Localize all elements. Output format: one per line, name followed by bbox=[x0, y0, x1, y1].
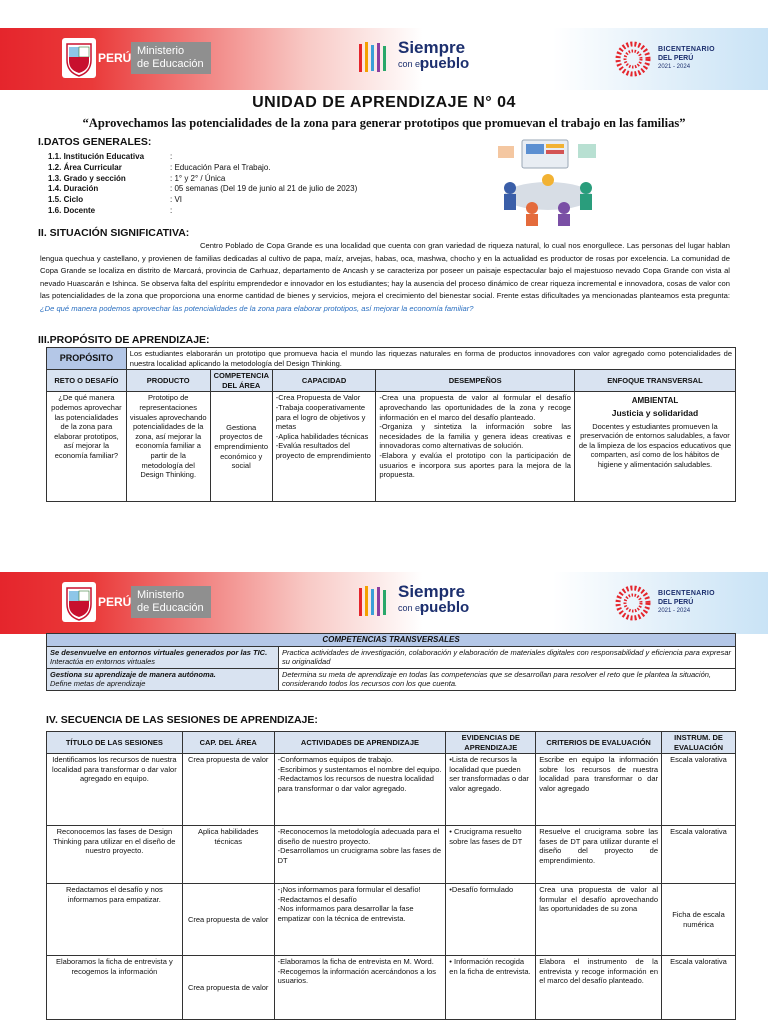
datos-value: : Educación Para el Trabajo. bbox=[170, 162, 271, 172]
ministry-line2: de Educación bbox=[137, 58, 204, 70]
capacidad-item: -Trabaja cooperativamente para el logro de objetivos y metas bbox=[275, 402, 366, 432]
competencia-sub: Define metas de aprendizaje bbox=[50, 679, 146, 689]
proposito-body-row bbox=[47, 392, 736, 502]
competencias-heading: COMPETENCIAS TRANSVERSALES bbox=[47, 634, 736, 647]
session-cap-cell: Crea propuesta de valor bbox=[182, 884, 274, 956]
competencia-title: Se desenvuelve en entornos virtuales generados por las TIC. bbox=[50, 647, 268, 657]
proposito-header: PRODUCTO bbox=[126, 370, 210, 392]
producto-cell: Prototipo de representaciones visuales aprovechando potencialidades de la zona, así mejorar la economía familiar a partir de la metodología del Design Thinking. bbox=[126, 392, 210, 502]
bicent-line3: 2021 - 2024 bbox=[658, 64, 691, 70]
bicentenario-logo bbox=[612, 38, 762, 80]
datos-label: 1.4. Duración bbox=[48, 184, 99, 194]
session-row bbox=[47, 956, 736, 1020]
proposito-heading: III.PROPÓSITO DE APRENDIZAJE: bbox=[38, 334, 210, 346]
capacidad-cell bbox=[272, 392, 376, 502]
capacidad-item: -Evalúa resultados del proyecto de emprendimiento bbox=[275, 441, 371, 460]
proposito-header: CAPACIDAD bbox=[272, 370, 376, 392]
proposito-header: ENFOQUE TRANSVERSAL bbox=[574, 370, 735, 392]
secuencia-header: ACTIVIDADES DE APRENDIZAJE bbox=[274, 732, 446, 754]
peru-coat-of-arms-icon bbox=[62, 38, 96, 78]
session-title-cell: Reconocemos las fases de Design Thinking para utilizar en el diseño de nuestro proyecto. bbox=[47, 826, 183, 884]
session-activities-cell bbox=[274, 754, 446, 826]
activity-item: -Elaboramos la ficha de entrevista en M. Word. bbox=[277, 957, 434, 967]
competencia-cell: Gestiona proyectos de emprendimiento económico y social bbox=[210, 392, 272, 502]
capacidad-item: -Crea Propuesta de Valor bbox=[275, 393, 361, 403]
datos-value: : 1° y 2° / Única bbox=[170, 173, 226, 183]
activity-item: -Redactamos el desafío bbox=[277, 894, 357, 904]
session-cap-cell: Aplica habilidades técnicas bbox=[182, 826, 274, 884]
desempeno-item: -Organiza y sintetiza la información sobre las necesidades de la familia y genera ideas creativas e innovadoras como alternativas de solución. bbox=[379, 422, 571, 451]
ministry-label bbox=[131, 586, 211, 618]
secuencia-header: CAP. DEL ÁREA bbox=[182, 732, 274, 754]
page-title: UNIDAD DE APRENDIZAJE N° 04 bbox=[252, 94, 516, 111]
datos-label: 1.5. Ciclo bbox=[48, 195, 84, 205]
session-row bbox=[47, 754, 736, 826]
secuencia-header: EVIDENCIAS DE APRENDIZAJE bbox=[446, 732, 536, 754]
con-el-text: con el bbox=[398, 603, 423, 613]
bicent-line3: 2021 - 2024 bbox=[658, 608, 691, 614]
siempre-stripes-icon bbox=[356, 40, 392, 76]
competencia-text: Practica actividades de investigación, colaboración y elaboración de materiales digitales con responsabilidad y eficiencia para expresar su originalidad bbox=[279, 646, 736, 668]
session-instrument-cell: Escala valorativa bbox=[662, 826, 736, 884]
competencia-sub: Interactúa en entornos virtuales bbox=[50, 657, 156, 667]
enfoque-cell bbox=[574, 392, 735, 502]
session-evidence-cell: •Lista de recursos la localidad que pueden ser transformadas o dar valor agregado. bbox=[446, 754, 536, 826]
session-title-cell: Elaboramos la ficha de entrevista y recogemos la información bbox=[47, 956, 183, 1020]
session-criteria-cell: Escribe en equipo la información sobre los recursos de nuestra localidad para transformar o dar valor agregado bbox=[536, 754, 662, 826]
session-instrument-cell: Ficha de escala numérica bbox=[662, 884, 736, 956]
competencia-row bbox=[47, 646, 736, 668]
session-instrument-cell: Escala valorativa bbox=[662, 754, 736, 826]
competencia-text: Determina su meta de aprendizaje en todas las competencias que se desarrollan para resolver el reto que le plantea la situación, considerando todos los recursos con los que cuenta. bbox=[279, 668, 736, 690]
session-evidence-cell: • Crucigrama resuelto sobre las fases de DT bbox=[446, 826, 536, 884]
bicentenario-ring-icon bbox=[612, 582, 654, 624]
siempre-text: Siempre bbox=[398, 38, 466, 57]
capacidad-item: -Aplica habilidades técnicas bbox=[275, 431, 369, 441]
activity-item: -Nos informamos para desarrollar la fase empatizar con la técnica de entrevista. bbox=[277, 904, 414, 923]
activity-item: -¡Nos informamos para formular el desafío! bbox=[277, 885, 421, 895]
bicent-line1: BICENTENARIO bbox=[658, 590, 715, 597]
activity-item: -Reconocemos la metodología adecuada para el diseño de nuestro proyecto. bbox=[277, 827, 440, 846]
ministry-label bbox=[131, 42, 211, 74]
secuencia-header: TÍTULO DE LAS SESIONES bbox=[47, 732, 183, 754]
proposito-label: PROPÓSITO bbox=[47, 348, 127, 370]
ministry-line1: Ministerio bbox=[137, 589, 185, 601]
header-band bbox=[0, 572, 768, 634]
session-cap-cell: Crea propuesta de valor bbox=[182, 956, 274, 1020]
session-cap-cell: Crea propuesta de valor bbox=[182, 754, 274, 826]
siempre-logo bbox=[356, 38, 486, 80]
bicentenario-ring-icon bbox=[612, 38, 654, 80]
session-activities-cell bbox=[274, 884, 446, 956]
session-instrument-cell: Escala valorativa bbox=[662, 956, 736, 1020]
siempre-logo bbox=[356, 582, 486, 624]
enfoque-text: Docentes y estudiantes promueven la preservación de entornos saludables, a favor de la limpieza de los espacios educativos que comparten, así como de los hábitos de higiene y alimentación saludables. bbox=[578, 421, 732, 469]
ministry-line2: de Educación bbox=[137, 602, 204, 614]
proposito-text: Los estudiantes elaborarán un prototipo que promueva hacia el mundo las riquezas naturales en forma de productos innovadores con valor agregado como potencialidades de nuestra localidad aplicando la metodología del Design Thinking. bbox=[126, 348, 735, 370]
con-el-text: con el bbox=[398, 59, 423, 69]
bicentenario-logo bbox=[612, 582, 762, 624]
situacion-text bbox=[40, 240, 730, 316]
session-row bbox=[47, 884, 736, 956]
datos-label: 1.6. Docente bbox=[48, 206, 96, 215]
secuencia-header: INSTRUM. DE EVALUACIÓN bbox=[662, 732, 736, 754]
datos-value: : bbox=[170, 152, 173, 161]
desempeno-item: -Crea una propuesta de valor al formular el desafío aprovechando las oportunidades de la zona y recoge información en el marco del desafío planteado. bbox=[379, 393, 571, 422]
bicent-line2: DEL PERÚ bbox=[658, 55, 694, 62]
desempeno-item: -Elabora y evalúa el prototipo con la participación de usuarios e incorpora sus aportes para la mejora de la propuesta. bbox=[379, 450, 571, 480]
secuencia-table bbox=[46, 731, 736, 1020]
competencias-transversales-table bbox=[46, 633, 736, 691]
session-criteria-cell: Resuelve el crucigrama sobre las fases de DT para utilizar durante el diseño del proyecto de emprendimiento. bbox=[536, 826, 662, 884]
enfoque-subtitle: Justicia y solidaridad bbox=[611, 407, 699, 418]
competencia-title: Gestiona su aprendizaje de manera autónoma. bbox=[50, 669, 216, 679]
peru-coat-of-arms-icon bbox=[62, 582, 96, 622]
situacion-question: ¿De qué manera podemos aprovechar las potencialidades de la zona para elaborar prototipos, así mejorar la economía familiar? bbox=[40, 303, 474, 313]
proposito-table bbox=[46, 347, 736, 502]
session-evidence-cell: • Información recogida en la ficha de entrevista. bbox=[446, 956, 536, 1020]
peru-label: PERÚ bbox=[98, 595, 132, 609]
session-activities-cell bbox=[274, 956, 446, 1020]
proposito-header: COMPETENCIA DEL ÁREA bbox=[210, 370, 272, 392]
session-criteria-cell: Elabora el instrumento de la entrevista y recoge información en el marco del desafío planteado. bbox=[536, 956, 662, 1020]
session-title-cell: Identificamos los recursos de nuestra localidad para transformar o dar valor agregado en equipo. bbox=[47, 754, 183, 826]
pueblo-text: pueblo bbox=[420, 599, 470, 616]
header-band bbox=[0, 28, 768, 90]
competencia-title-cell bbox=[47, 668, 279, 690]
session-title-cell: Redactamos el desafío y nos informamos para empatizar. bbox=[47, 884, 183, 956]
desempenos-cell bbox=[376, 392, 575, 502]
siempre-stripes-icon bbox=[356, 584, 392, 620]
secuencia-header-row bbox=[47, 732, 736, 754]
bicent-line1: BICENTENARIO bbox=[658, 46, 715, 53]
competencia-row bbox=[47, 668, 736, 690]
proposito-header: RETO O DESAFÍO bbox=[47, 370, 127, 392]
proposito-header: DESEMPEÑOS bbox=[376, 370, 575, 392]
siempre-text: Siempre bbox=[398, 582, 466, 601]
ministry-line1: Ministerio bbox=[137, 45, 185, 57]
activity-item: -Redactamos los recursos de nuestra localidad para transformar o dar valor agregado. bbox=[277, 774, 434, 793]
enfoque-title: AMBIENTAL bbox=[631, 396, 679, 406]
activity-item: -Escribimos y sustentamos el nombre del equipo. bbox=[277, 764, 442, 774]
session-activities-cell bbox=[274, 826, 446, 884]
session-row bbox=[47, 826, 736, 884]
bicent-line2: DEL PERÚ bbox=[658, 599, 694, 606]
page-subtitle: “Aprovechamos las potencialidades de la zona para generar prototipos que promuevan el trabajo en las familias” bbox=[82, 116, 686, 130]
datos-label: 1.3. Grado y sección bbox=[48, 173, 126, 183]
datos-heading: I.DATOS GENERALES: bbox=[38, 136, 152, 148]
session-criteria-cell: Crea una propuesta de valor al formular el desafío aprovechando las oportunidades de su zona bbox=[536, 884, 662, 956]
activity-item: -Desarrollamos un crucigrama sobre las fases de DT bbox=[277, 846, 442, 865]
situacion-heading: II. SITUACIÓN SIGNIFICATIVA: bbox=[38, 227, 190, 239]
competencia-title-cell bbox=[47, 646, 279, 668]
peru-label: PERÚ bbox=[98, 51, 132, 65]
activity-item: -Conformamos equipos de trabajo. bbox=[277, 755, 394, 765]
datos-value: : VI bbox=[170, 195, 183, 205]
datos-value: : bbox=[170, 206, 173, 215]
activity-item: -Recogemos la información acercándonos a los usuarios. bbox=[277, 966, 437, 986]
meeting-illustration-icon bbox=[488, 136, 610, 228]
session-evidence-cell: •Desafío formulado bbox=[446, 884, 536, 956]
pueblo-text: pueblo bbox=[420, 55, 470, 72]
secuencia-header: CRITERIOS DE EVALUACIÓN bbox=[536, 732, 662, 754]
proposito-header-row bbox=[47, 370, 736, 392]
secuencia-heading: IV. SECUENCIA DE LAS SESIONES DE APRENDIZAJE: bbox=[46, 714, 318, 726]
datos-label: 1.2. Área Curricular bbox=[48, 162, 122, 172]
datos-value: : 05 semanas (Del 19 de junio al 21 de julio de 2023) bbox=[170, 184, 358, 194]
situacion-body: Centro Poblado de Copa Grande es una localidad que cuenta con gran variedad de riqueza natural, lo cual nos enorgullece. Las personas del lugar hablan lengua quechua y castellano, y provienen de familias dedicadas al cultivo de papa, maíz, arvejas, habas, oca, mashwa, chocho y en la actualidad es productor de rosas por excelencia. La comunidad de Copa Grande se localiza en distrito de Marcará, provincia de Carhuaz, departamento de Ancash y se caracteriza por poseer un paisaje espectacular bajo el majestuoso nevado Copa Grande con vista al nevado Huascarán e Ishinca. Se observa falta del espíritu emprendedor e innovador en los estudiantes; hay la ausencia del proceso dinámico de crear riqueza incremental e innovadora, cosas de valor con las potencialidades de la zona que proporciona una enorme cantidad de bienes y servicios, mejora el crecimiento del bienestar social. Frente estas dificultades ya mencionadas planteamos esta pregunta: bbox=[40, 241, 730, 301]
datos-label: 1.1. Institución Educativa bbox=[48, 152, 145, 161]
reto-cell: ¿De qué manera podemos aprovechar las potencialidades de la zona para elaborar prototipos, así mejorar la economía familiar? bbox=[47, 392, 127, 502]
